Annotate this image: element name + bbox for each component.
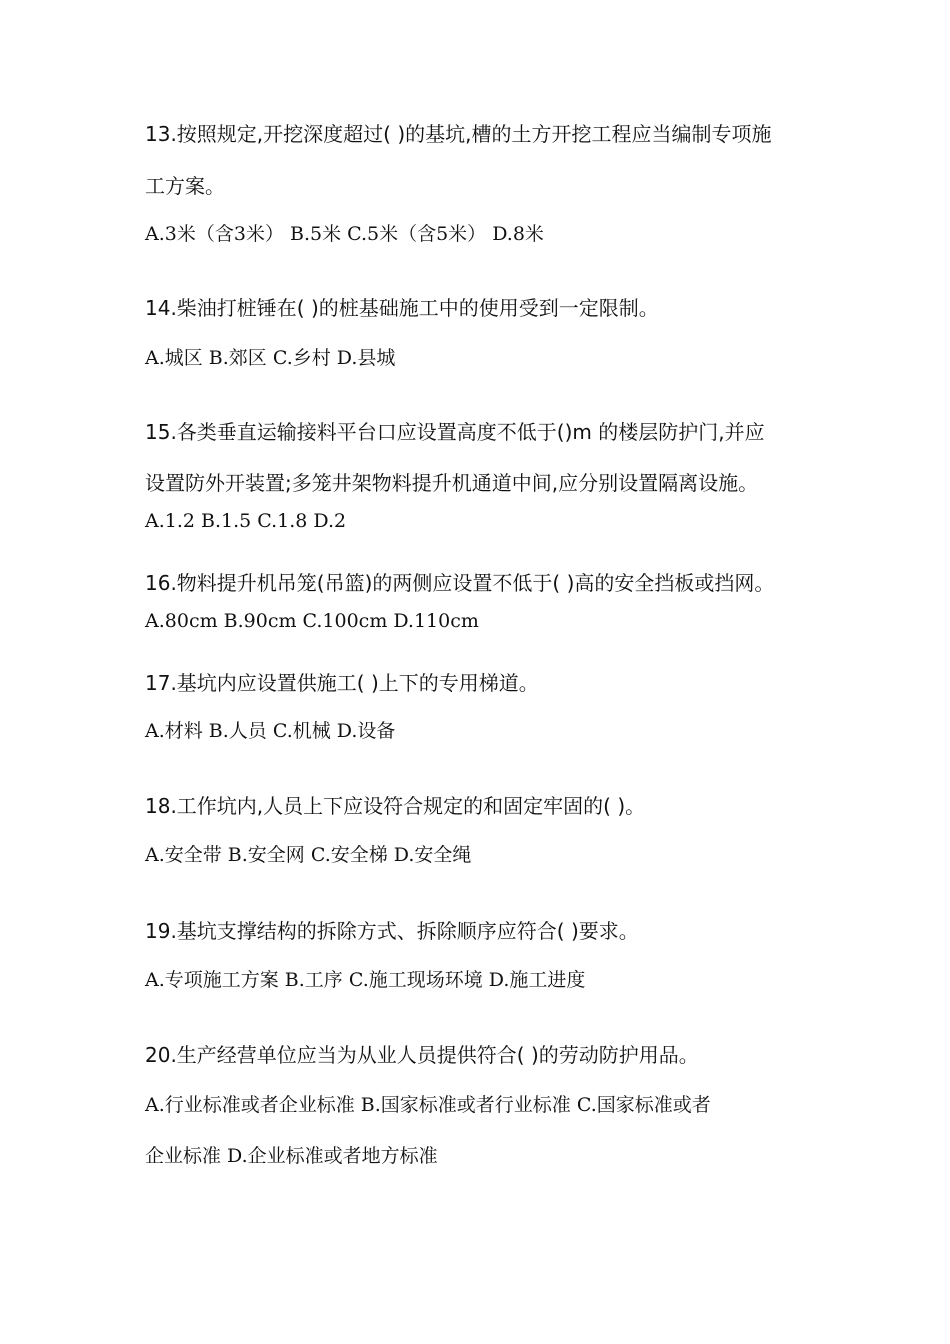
question-13-options: A.3米（含3米） B.5米 C.5米（含5米） D.8米 [145,223,544,245]
question-13-stem-line-1: 13.按照规定,开挖深度超过( )的基坑,槽的土方开挖工程应当编制专项施 [145,122,772,146]
question-15-stem-line-2: 设置防外开装置;多笼井架物料提升机通道中间,应分别设置隔离设施。 [145,471,759,495]
question-20-options-line-1: A.行业标准或者企业标准 B.国家标准或者行业标准 C.国家标准或者 [145,1094,711,1116]
question-20-stem-line-1: 20.生产经营单位应当为从业人员提供符合( )的劳动防护用品。 [145,1043,699,1067]
question-18-options: A.安全带 B.安全网 C.安全梯 D.安全绳 [145,844,472,866]
question-13-stem-line-2: 工方案。 [145,174,225,198]
question-15-stem-line-1: 15.各类垂直运输接料平台口应设置高度不低于()m 的楼层防护门,并应 [145,420,765,444]
question-16-options: A.80cm B.90cm C.100cm D.110cm [145,610,479,632]
question-19-options: A.专项施工方案 B.工序 C.施工现场环境 D.施工进度 [145,969,586,991]
question-18-stem-line-1: 18.工作坑内,人员上下应设符合规定的和固定牢固的( )。 [145,794,646,818]
question-17-stem-line-1: 17.基坑内应设置供施工( )上下的专用梯道。 [145,671,539,695]
question-14-stem-line-1: 14.柴油打桩锤在( )的桩基础施工中的使用受到一定限制。 [145,296,659,320]
question-14-options: A.城区 B.郊区 C.乡村 D.县城 [145,347,396,369]
question-16-stem-line-1: 16.物料提升机吊笼(吊篮)的两侧应设置不低于( )高的安全挡板或挡网。 [145,571,775,595]
question-19-stem-line-1: 19.基坑支撑结构的拆除方式、拆除顺序应符合( )要求。 [145,919,639,943]
question-17-options: A.材料 B.人员 C.机械 D.设备 [145,720,396,742]
question-15-options: A.1.2 B.1.5 C.1.8 D.2 [145,510,347,532]
question-20-options-line-2: 企业标准 D.企业标准或者地方标准 [145,1145,438,1167]
